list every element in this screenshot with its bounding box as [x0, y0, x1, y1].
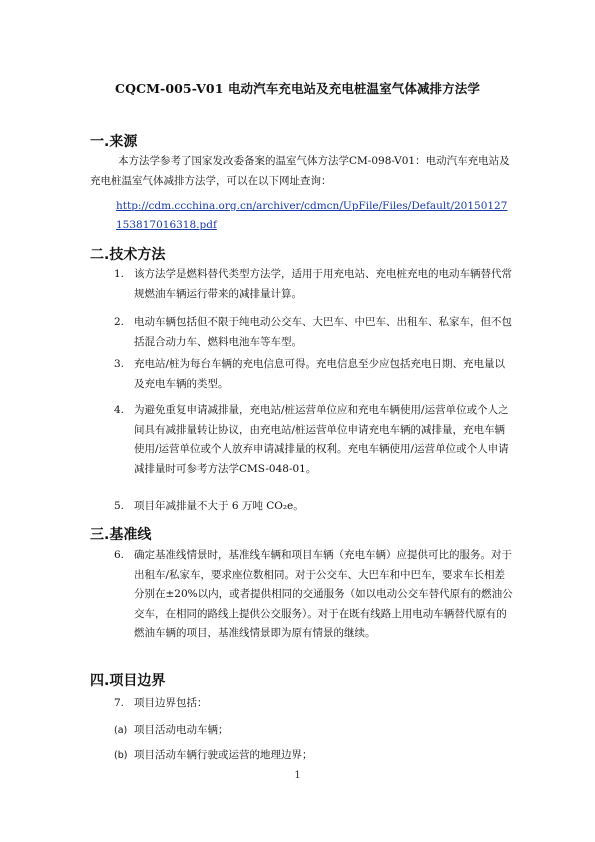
list-item — [114, 694, 514, 714]
source-link-line-1[interactable]: http://cdm.ccchina.org.cn/archiver/cdmcn/UpFile/Files/Default/20150127 — [116, 200, 508, 212]
source-link-line-2[interactable]: 153817016318.pdf — [116, 219, 217, 231]
list-item-number: 2. — [114, 316, 125, 328]
sub-list-item — [114, 746, 514, 765]
source-paragraph: 本方法学参考了国家发改委备案的温室气体方法学CM-098-V01：电动汽车充电站及充电桩温室气体减排方法学，可以在以下网址查询： — [90, 155, 510, 187]
list-item-number: 3. — [114, 358, 125, 370]
list-item-text: 电动车辆包括但不限于纯电动公交车、大巴车、中巴车、出租车、私家车，但不包括混合动力车、燃料电池车等车型。 — [134, 316, 512, 348]
list-item — [114, 355, 514, 394]
list-item-number: 5. — [114, 500, 125, 512]
section-heading-method: 二.技术方法 — [90, 247, 166, 263]
section-heading-boundary: 四.项目边界 — [90, 673, 166, 689]
page-number: 1 — [294, 770, 301, 781]
sub-list-item — [114, 721, 514, 740]
document-title: CQCM-005-V01 电动汽车充电站及充电桩温室气体减排方法学 — [115, 81, 480, 96]
list-item-number: 1. — [114, 268, 125, 280]
section-heading-baseline: 三.基准线 — [90, 527, 152, 543]
section-heading-source: 一.来源 — [90, 134, 138, 150]
list-item-number: 6. — [114, 549, 125, 561]
sub-list-item-label: (a) — [114, 725, 128, 736]
list-item — [114, 497, 514, 517]
sub-list-item-label: (b) — [114, 750, 128, 761]
sub-list-item-text: 项目活动车辆行驶或运营的地理边界； — [134, 749, 313, 761]
list-item — [114, 265, 514, 304]
list-item-number: 7. — [114, 697, 125, 709]
list-item — [114, 313, 514, 352]
list-item-text: 项目年减排量不大于 6 万吨 CO₂e。 — [134, 500, 304, 512]
list-item — [114, 546, 514, 644]
list-item-text: 该方法学是燃料替代类型方法学，适用于用充电站、充电桩充电的电动车辆替代常规燃油车辆运行带来的减排量计算。 — [134, 268, 512, 300]
sub-list-item-text: 项目活动电动车辆； — [134, 724, 229, 736]
list-item-number: 4. — [114, 404, 125, 416]
list-item-text: 确定基准线情景时，基准线车辆和项目车辆（充电车辆）应提供可比的服务。对于出租车/私家车，要求座位数相同。对于公交车、大巴车和中巴车，要求车长相差分别在±20%以内，或者提供相同的交通服务（如以电动公交车替代原有的燃油公交车，在相同的路线上提供公交服务）。对于在既有线路上用电动车辆替代原有的燃油车辆的项目，基准线情景即为原有情景的继续。 — [134, 549, 513, 639]
list-item — [114, 401, 514, 479]
list-item-text: 项目边界包括： — [134, 697, 208, 709]
list-item-text: 充电站/桩为每台车辆的充电信息可得。充电信息至少应包括充电日期、充电量以及充电车辆的类型。 — [134, 358, 506, 390]
list-item-text: 为避免重复申请减排量，充电站/桩运营单位应和充电车辆使用/运营单位或个人之间具有减排量转让协议，由充电站/桩运营单位申请充电车辆的减排量，充电车辆使用/运营单位或个人放弃申请减排量的权利。充电车辆使用/运营单位或个人申请减排量时可参考方法学CMS-048-01。 — [134, 404, 509, 475]
